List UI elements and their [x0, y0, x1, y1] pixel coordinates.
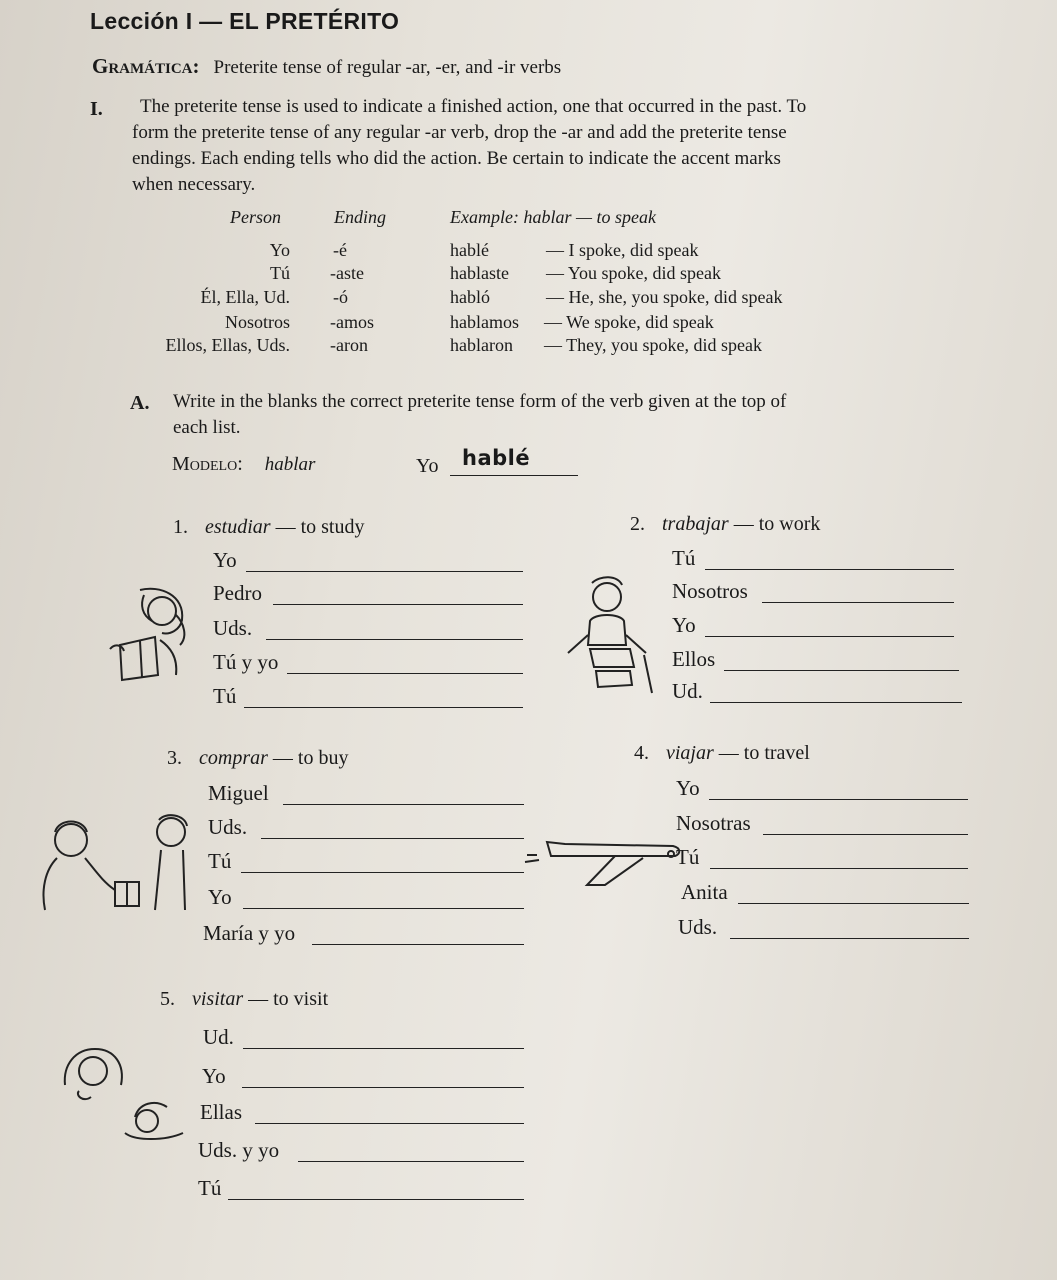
list-5-blank-2[interactable] [242, 1068, 524, 1088]
list-5-row-2 [202, 1064, 524, 1090]
list-4-subject-4: Anita [681, 880, 728, 904]
list-3-row-3 [208, 849, 524, 875]
list-1-blank-1[interactable] [246, 552, 523, 572]
list-5-verb: visitar [192, 988, 244, 1010]
list-3-subject-4: Yo [208, 885, 232, 909]
list-2-blank-3[interactable] [705, 617, 954, 637]
intro-line-4: when necessary. [132, 174, 256, 195]
form-yo: hablé [450, 240, 489, 260]
list-2-blank-5[interactable] [710, 683, 962, 703]
list-5-number: 5. [160, 988, 175, 1010]
list-3-blank-4[interactable] [243, 889, 524, 909]
list-2-subject-5: Ud. [672, 679, 703, 703]
list-3-row-4 [208, 885, 524, 911]
intro-line-1: The preterite tense is used to indicate a finished action, one that occurred in the past. To [140, 96, 807, 117]
list-5-row-4 [198, 1138, 524, 1164]
lesson-title: Lección I — EL PRETÉRITO [90, 8, 400, 34]
list-5-subject-5: Tú [198, 1176, 222, 1200]
ending-yo: -é [333, 240, 347, 260]
list-2-blank-2[interactable] [762, 583, 954, 603]
list-4-heading [634, 742, 810, 765]
girl-reading-illustration [100, 585, 200, 685]
list-1-number: 1. [173, 516, 188, 538]
list-1-subject-4: Tú y yo [213, 650, 279, 674]
list-4-subject-3: Tú [676, 845, 700, 869]
list-4-subject-5: Uds. [678, 915, 718, 939]
gramatica-label: Gramática: [92, 54, 200, 78]
list-5-row-1 [203, 1025, 524, 1051]
list-3-blank-2[interactable] [261, 819, 524, 839]
list-1-blank-4[interactable] [287, 654, 523, 674]
intro-line-3: endings. Each ending tells who did the action. Be certain to indicate the accent marks [132, 148, 781, 169]
gramatica-line [92, 54, 561, 79]
list-3-subject-1: Miguel [208, 781, 269, 805]
list-4-blank-3[interactable] [710, 849, 968, 869]
list-4-row-4 [681, 880, 969, 906]
list-2-subject-2: Nosotros [672, 579, 748, 603]
list-2-heading [630, 513, 820, 536]
list-2-row-1 [672, 546, 954, 572]
header-person: Person [230, 207, 281, 227]
list-3-subject-3: Tú [208, 849, 232, 873]
meaning-ellos: — They, you spoke, did speak [544, 335, 762, 355]
exercise-instruction-2: each list. [173, 417, 241, 438]
exercise-letter: A. [130, 392, 150, 414]
list-1-blank-2[interactable] [273, 585, 523, 605]
ending-ellos: -aron [330, 335, 368, 355]
list-1-verb: estudiar [205, 516, 271, 538]
list-2-meaning: — to work [733, 513, 821, 535]
list-3-row-5 [203, 921, 524, 947]
list-4-blank-5[interactable] [730, 919, 969, 939]
form-el: habló [450, 287, 490, 307]
person-el: Él, Ella, Ud. [200, 287, 290, 307]
section-number: I. [90, 98, 103, 120]
list-4-row-5 [678, 915, 969, 941]
list-5-subject-4: Uds. y yo [198, 1138, 280, 1162]
list-3-subject-2: Uds. [208, 815, 248, 839]
ending-el: -ó [333, 287, 348, 307]
list-4-blank-4[interactable] [738, 884, 969, 904]
list-5-row-3 [200, 1100, 524, 1126]
list-3-verb: comprar [199, 747, 268, 769]
exercise-instruction-1: Write in the blanks the correct preterite tense form of the verb given at the top of [173, 391, 787, 412]
list-4-meaning: — to travel [718, 742, 810, 764]
form-tu: hablaste [450, 263, 509, 283]
list-2-subject-4: Ellos [672, 647, 716, 671]
list-1-row-1 [213, 548, 523, 574]
list-5-meaning: — to visit [248, 988, 329, 1010]
list-4-row-3 [676, 845, 968, 871]
model-answer: hablé [462, 446, 531, 470]
list-5-blank-4[interactable] [298, 1142, 524, 1162]
meaning-nosotros: — We spoke, did speak [544, 312, 714, 332]
ending-tu: -aste [330, 263, 364, 283]
list-4-row-2 [676, 811, 968, 837]
list-1-row-2 [213, 581, 523, 607]
meaning-el: — He, she, you spoke, did speak [546, 287, 783, 307]
list-5-heading [160, 988, 328, 1011]
form-ellos: hablaron [450, 335, 513, 355]
list-3-row-2 [208, 815, 524, 841]
list-4-blank-1[interactable] [709, 780, 968, 800]
list-5-row-5 [198, 1176, 524, 1202]
list-2-blank-4[interactable] [724, 651, 959, 671]
airplane-illustration [525, 830, 685, 890]
gramatica-text: Preterite tense of regular -ar, -er, and -ir verbs [213, 57, 562, 78]
list-3-blank-3[interactable] [241, 853, 524, 873]
meaning-tu: — You spoke, did speak [546, 263, 722, 283]
list-1-meaning: — to study [275, 516, 365, 538]
model-line [172, 453, 315, 476]
list-2-row-2 [672, 579, 954, 605]
list-1-subject-1: Yo [213, 548, 237, 572]
model-label: Modelo: [172, 453, 243, 475]
list-5-subject-1: Ud. [203, 1025, 234, 1049]
person-nosotros: Nosotros [224, 312, 290, 332]
list-4-subject-1: Yo [676, 776, 700, 800]
list-2-blank-1[interactable] [705, 550, 954, 570]
list-3-meaning: — to buy [272, 747, 349, 769]
list-5-subject-3: Ellas [200, 1100, 242, 1124]
list-3-blank-1[interactable] [283, 785, 524, 805]
person-at-desk-illustration [560, 575, 670, 695]
model-verb: hablar [264, 454, 316, 475]
list-2-number: 2. [630, 513, 645, 535]
list-2-row-3 [672, 613, 954, 639]
list-1-row-4 [213, 650, 523, 676]
model-answer-blank [450, 446, 578, 476]
list-1-row-5 [213, 684, 523, 710]
list-3-number: 3. [167, 747, 182, 769]
list-2-subject-3: Yo [672, 613, 696, 637]
list-5-subject-2: Yo [202, 1064, 226, 1088]
list-4-subject-2: Nosotras [676, 811, 751, 835]
list-5-blank-3[interactable] [255, 1104, 524, 1124]
list-1-subject-3: Uds. [213, 616, 253, 640]
header-ending: Ending [334, 207, 386, 227]
list-3-row-1 [208, 781, 524, 807]
meaning-yo: — I spoke, did speak [546, 240, 699, 260]
header-example: Example: hablar — to speak [450, 207, 656, 227]
list-1-heading [173, 516, 364, 539]
list-1-blank-3[interactable] [266, 620, 523, 640]
list-2-subject-1: Tú [672, 546, 696, 570]
intro-line-2: form the preterite tense of any regular -ar verb, drop the -ar and add the preterite tense [132, 122, 787, 143]
shopper-illustration [35, 810, 195, 920]
list-4-number: 4. [634, 742, 649, 764]
ending-nosotros: -amos [330, 312, 374, 332]
person-yo: Yo [269, 240, 290, 260]
form-nosotros: hablamos [450, 312, 519, 332]
girls-visiting-illustration [55, 1045, 190, 1145]
list-4-blank-2[interactable] [763, 815, 968, 835]
list-2-row-5 [672, 679, 962, 705]
list-1-subject-2: Pedro [213, 581, 262, 605]
list-2-verb: trabajar [662, 513, 729, 535]
person-ellos: Ellos, Ellas, Uds. [165, 335, 290, 355]
list-1-subject-5: Tú [213, 684, 237, 708]
list-5-blank-1[interactable] [243, 1029, 524, 1049]
list-3-heading [167, 747, 348, 770]
list-1-blank-5[interactable] [244, 688, 523, 708]
list-3-blank-5[interactable] [312, 925, 524, 945]
list-2-row-4 [672, 647, 959, 673]
list-4-row-1 [676, 776, 968, 802]
person-tu: Tú [270, 263, 290, 283]
list-4-verb: viajar [666, 742, 714, 764]
list-1-row-3 [213, 616, 523, 642]
model-subject: Yo [416, 455, 439, 477]
list-3-subject-5: María y yo [203, 921, 296, 945]
list-5-blank-5[interactable] [228, 1180, 524, 1200]
